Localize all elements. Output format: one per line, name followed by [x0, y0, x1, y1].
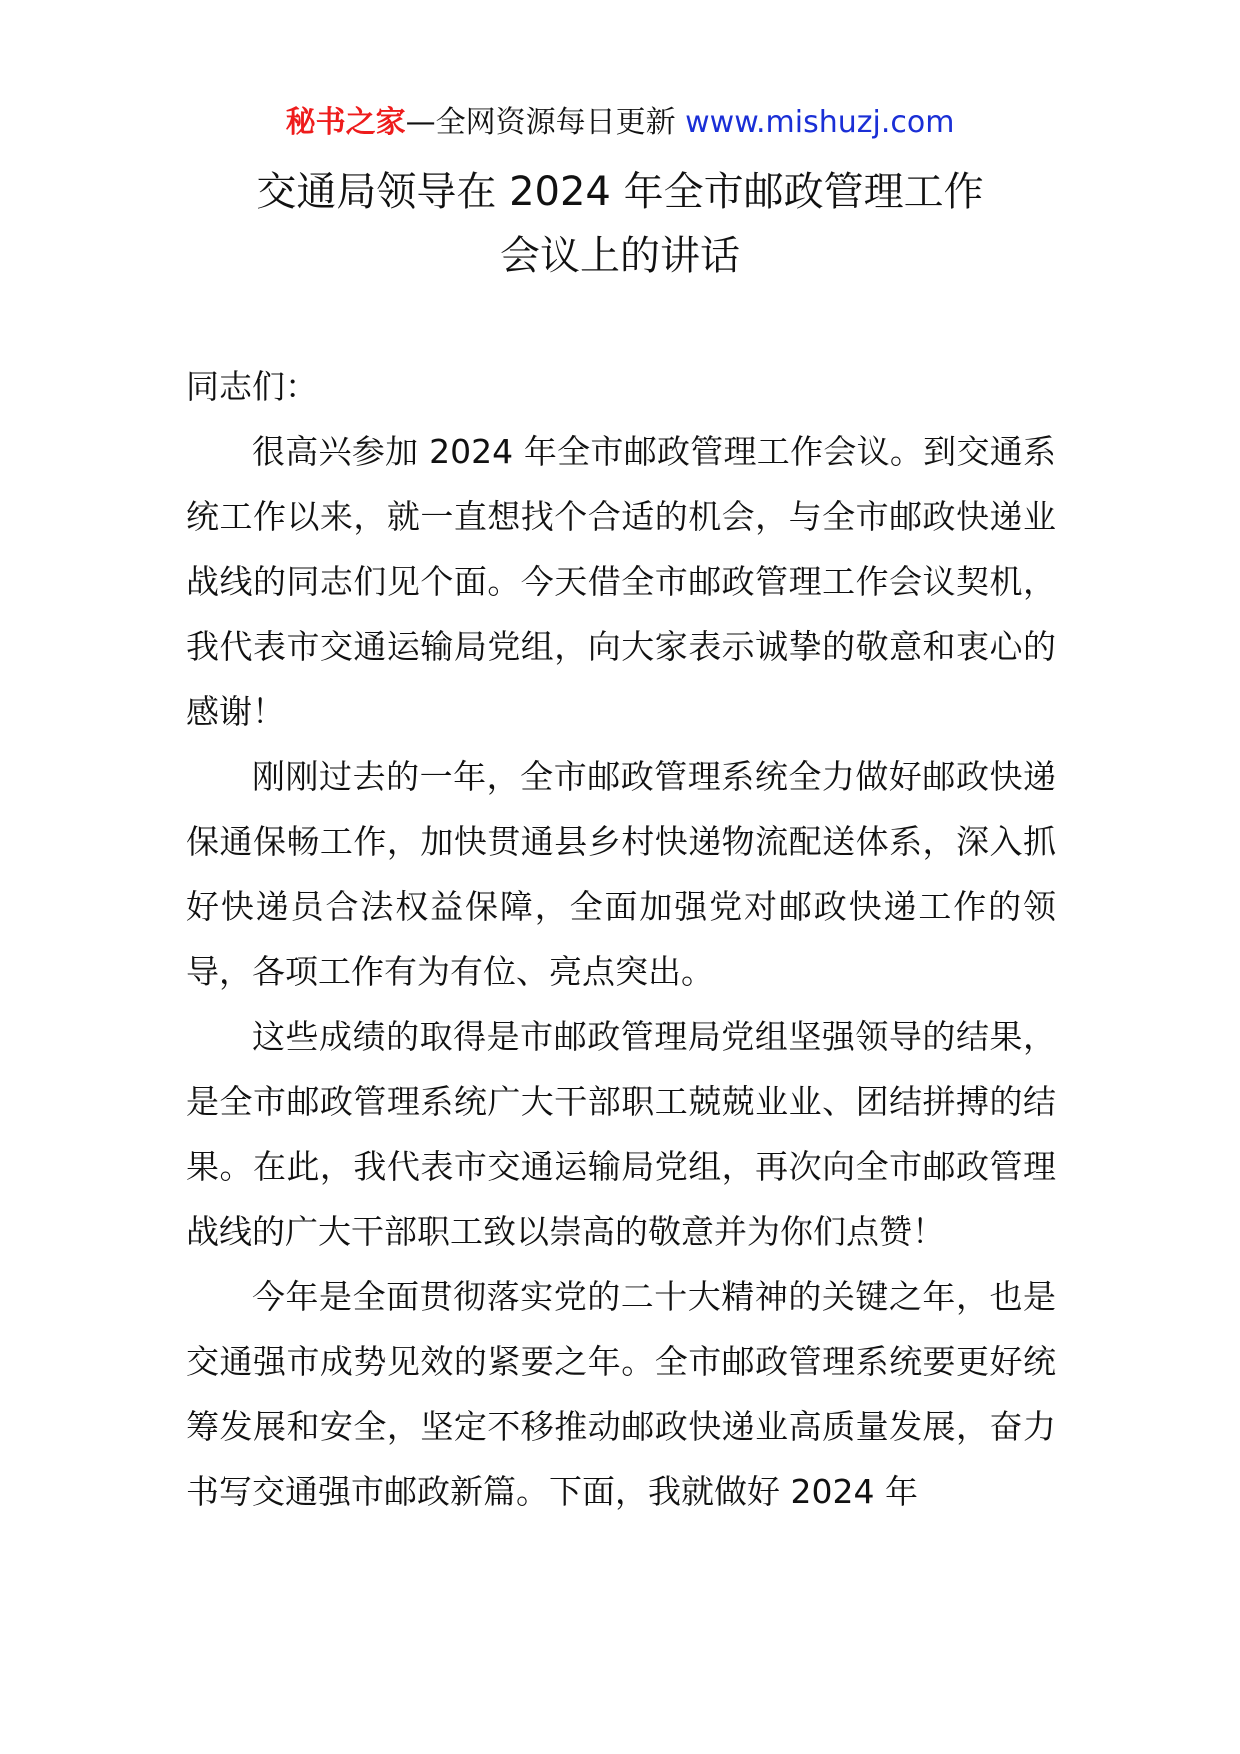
- speech-body: [186, 354, 1056, 1524]
- paragraph-3: 这些成绩的取得是市邮政管理局党组坚强领导的结果，是全市邮政管理系统广大干部职工兢兢业业、团结拼搏的结果。在此，我代表市交通运输局党组，再次向全市邮政管理战线的广大干部职工致以崇高的敬意并为你们点赞！: [186, 1017, 1056, 1251]
- site-url-link[interactable]: www.mishuzj.com: [685, 105, 955, 140]
- document-title: [0, 160, 1240, 288]
- title-line-1: 交通局领导在 2024 年全市邮政管理工作: [256, 169, 984, 215]
- paragraph-4: 今年是全面贯彻落实党的二十大精神的关键之年，也是交通强市成势见效的紧要之年。全市邮政管理系统要更好统筹发展和安全，坚定不移推动邮政快递业高质量发展，奋力书写交通强市邮政新篇。下面，我就做好 2024 年: [186, 1277, 1056, 1511]
- greeting: 同志们：: [186, 367, 318, 406]
- brand-name: 秘书之家: [285, 105, 406, 140]
- title-line-2: 会议上的讲话: [500, 233, 740, 279]
- site-header: [0, 98, 1240, 148]
- paragraph-2: 刚刚过去的一年，全市邮政管理系统全力做好邮政快递保通保畅工作，加快贯通县乡村快递物流配送体系，深入抓好快递员合法权益保障，全面加强党对邮政快递工作的领导，各项工作有为有位、亮点突出。: [186, 757, 1056, 991]
- paragraph-1: 很高兴参加 2024 年全市邮政管理工作会议。到交通系统工作以来，就一直想找个合适的机会，与全市邮政快递业战线的同志们见个面。今天借全市邮政管理工作会议契机，我代表市交通运输局党组，向大家表示诚挚的敬意和衷心的感谢！: [186, 432, 1056, 731]
- header-slogan: —全网资源每日更新: [405, 105, 686, 140]
